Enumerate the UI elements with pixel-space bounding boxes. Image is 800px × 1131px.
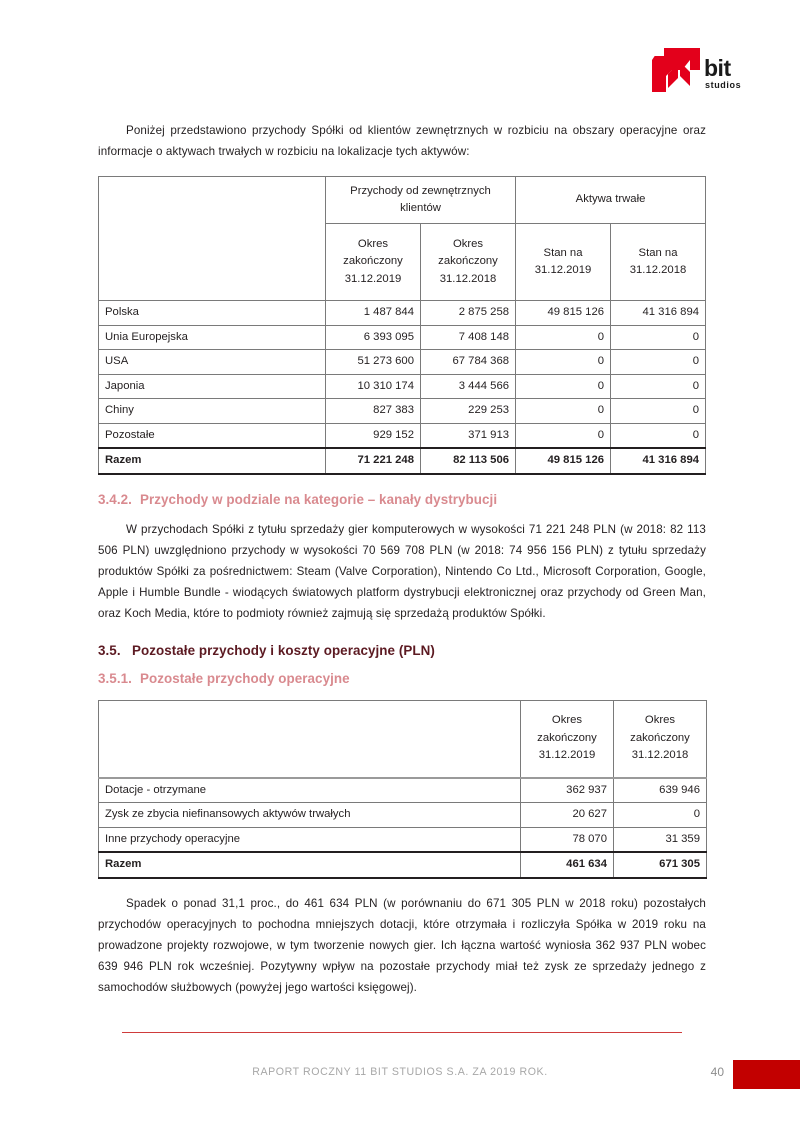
- footer-report-title: RAPORT ROCZNY 11 BIT STUDIOS S.A. ZA 2019 ROK.: [252, 1066, 548, 1078]
- heading-number: 3.5.1.: [98, 670, 132, 686]
- row-value: 10 310 174: [326, 374, 421, 399]
- row-value: 0: [611, 399, 706, 424]
- row-value: 0: [516, 374, 611, 399]
- footer-divider: [122, 1032, 682, 1033]
- col-header-line: Okres: [644, 714, 676, 727]
- row-value: 0: [516, 399, 611, 424]
- col-header-income-2019: [521, 700, 614, 778]
- total-label: Razem: [99, 448, 326, 474]
- row-label: Zysk ze zbycia niefinansowych aktywów trwałych: [99, 803, 521, 828]
- footer-accent-block: [733, 1060, 800, 1089]
- row-value: 0: [611, 350, 706, 375]
- group-header-assets: Aktywa trwałe: [516, 177, 706, 224]
- row-value: 0: [614, 803, 707, 828]
- svg-text:bit: bit: [704, 55, 731, 81]
- table-row: [99, 803, 707, 828]
- total-value: 461 634: [521, 852, 614, 878]
- row-value: 0: [516, 325, 611, 350]
- col-header-line: 31.12.2018: [439, 272, 497, 285]
- total-value: 82 113 506: [421, 448, 516, 474]
- row-value: 3 444 566: [421, 374, 516, 399]
- row-value: 0: [516, 423, 611, 448]
- col-header-line: 31.12.2019: [538, 749, 596, 762]
- col-header-line: Stan na: [543, 246, 583, 259]
- row-value: 7 408 148: [421, 325, 516, 350]
- row-label: Pozostałe: [99, 423, 326, 448]
- table-total-row: [99, 852, 707, 878]
- row-value: 0: [516, 350, 611, 375]
- heading-number: 3.5.: [98, 642, 121, 658]
- row-value: 67 784 368: [421, 350, 516, 375]
- col-header-revenue-2018: [421, 224, 516, 301]
- col-header-income-2018: [614, 700, 707, 778]
- col-header-revenue-2019: [326, 224, 421, 301]
- row-value: 827 383: [326, 399, 421, 424]
- col-header-line: 31.12.2019: [344, 272, 402, 285]
- table-total-row: [99, 448, 706, 474]
- row-value: 1 487 844: [326, 301, 421, 326]
- col-header-line: Okres: [357, 237, 389, 250]
- revenue-table-body: [99, 301, 706, 474]
- table-row: [99, 827, 707, 852]
- row-value: 371 913: [421, 423, 516, 448]
- total-value: 41 316 894: [611, 448, 706, 474]
- col-header-line: 31.12.2019: [534, 264, 592, 276]
- group-header-revenue: Przychody od zewnętrznych klientów: [326, 177, 516, 224]
- heading-3-5-1: [98, 671, 706, 686]
- row-label: Chiny: [99, 399, 326, 424]
- col-header-line: zakończony: [630, 731, 690, 744]
- row-value: 0: [611, 423, 706, 448]
- row-value: 41 316 894: [611, 301, 706, 326]
- table-column-header-row: [99, 700, 707, 778]
- row-label: Dotacje - otrzymane: [99, 778, 521, 803]
- row-value: 639 946: [614, 778, 707, 803]
- revenue-by-region-table: [98, 176, 706, 475]
- col-header-line: Stan na: [638, 246, 678, 259]
- row-value: 0: [611, 325, 706, 350]
- total-value: 671 305: [614, 852, 707, 878]
- paragraph-3-5-1: Spadek o ponad 31,1 proc., do 461 634 PLN (w porównaniu do 671 305 PLN w 2018 roku) pozostałych przychodów operacyjnych to pochodna mniejszych dotacji, które otrzymała i rozliczyła Spółka w 2019 roku na prowadzone projekty rozwojowe, w tym tworzenie nowych gier. Ich łączna wartość wyniosła 362 937 PLN wobec 639 946 PLN rok wcześniej. Pozytywny wpływ na pozostałe przychody miał też zysk ze sprzedaży jednego z samochodów służbowych (powyżej jego wartości księgowej).: [98, 896, 706, 994]
- total-value: 71 221 248: [326, 448, 421, 474]
- table-corner-cell: [99, 700, 521, 778]
- total-label: Razem: [99, 852, 521, 878]
- content-column: [98, 0, 706, 998]
- heading-3-4-2: [98, 492, 706, 507]
- row-label: Japonia: [99, 374, 326, 399]
- col-header-assets-2018: [611, 224, 706, 301]
- row-value: 78 070: [521, 827, 614, 852]
- row-value: 229 253: [421, 399, 516, 424]
- col-header-line: 31.12.2018: [631, 749, 689, 762]
- heading-text: Przychody w podziale na kategorie – kanały dystrybucji: [140, 491, 498, 507]
- row-value: 20 627: [521, 803, 614, 828]
- table-row: [99, 350, 706, 375]
- row-value: 31 359: [614, 827, 707, 852]
- table-row: [99, 423, 706, 448]
- row-value: 51 273 600: [326, 350, 421, 375]
- table-row: [99, 778, 707, 803]
- table-row: [99, 374, 706, 399]
- intro-paragraph: Poniżej przedstawiono przychody Spółki od klientów zewnętrznych w rozbiciu na obszary operacyjne oraz informacje o aktywach trwałych w rozbiciu na lokalizacje tych aktywów:: [98, 124, 706, 158]
- table-corner-cell: [99, 177, 326, 301]
- total-value: 49 815 126: [516, 448, 611, 474]
- col-header-line: Okres: [551, 714, 583, 727]
- heading-3-5: [98, 643, 706, 658]
- other-income-table-body: [99, 778, 707, 878]
- col-header-line: Okres: [452, 237, 484, 250]
- col-header-line: zakończony: [537, 731, 597, 744]
- other-operating-income-table: [98, 700, 707, 879]
- row-value: 0: [611, 374, 706, 399]
- heading-text: Pozostałe przychody operacyjne: [140, 670, 350, 686]
- svg-text:studios: studios: [705, 80, 742, 90]
- heading-text: Pozostałe przychody i koszty operacyjne (PLN): [132, 642, 435, 658]
- col-header-assets-2019: [516, 224, 611, 301]
- row-value: 362 937: [521, 778, 614, 803]
- row-value: 49 815 126: [516, 301, 611, 326]
- bit-studios-wordmark-icon: [704, 54, 752, 92]
- col-header-line: zakończony: [438, 255, 498, 268]
- row-label: Unia Europejska: [99, 325, 326, 350]
- table-row: [99, 399, 706, 424]
- table-row: [99, 301, 706, 326]
- row-value: 2 875 258: [421, 301, 516, 326]
- row-label: USA: [99, 350, 326, 375]
- row-value: 6 393 095: [326, 325, 421, 350]
- row-label: Inne przychody operacyjne: [99, 827, 521, 852]
- row-value: 929 152: [326, 423, 421, 448]
- col-header-line: zakończony: [343, 255, 403, 268]
- table-group-header-row: [99, 177, 706, 224]
- col-header-line: 31.12.2018: [629, 264, 687, 276]
- page-number: 40: [710, 1065, 724, 1079]
- paragraph-3-4-2: W przychodach Spółki z tytułu sprzedaży gier komputerowych w wysokości 71 221 248 PLN (w 2018: 82 113 506 PLN) uwzględniono przychody w wysokości 70 569 708 PLN (w 2018: 74 956 156 PLN) z tytułu sprzedaży produktów Spółki za pośrednictwem: Steam (Valve Corporation), Nintendo Co Ltd., Microsoft Corporation, Google, Apple i Humble Bundle - wiodących światowych platform dystrybucji elektronicznej oraz przychody od Green Man, oraz Koch Media, które to podmioty również zajmują się sprzedażą produktów Spółki.: [98, 522, 706, 620]
- row-label: Polska: [99, 301, 326, 326]
- table-row: [99, 325, 706, 350]
- heading-number: 3.4.2.: [98, 491, 132, 507]
